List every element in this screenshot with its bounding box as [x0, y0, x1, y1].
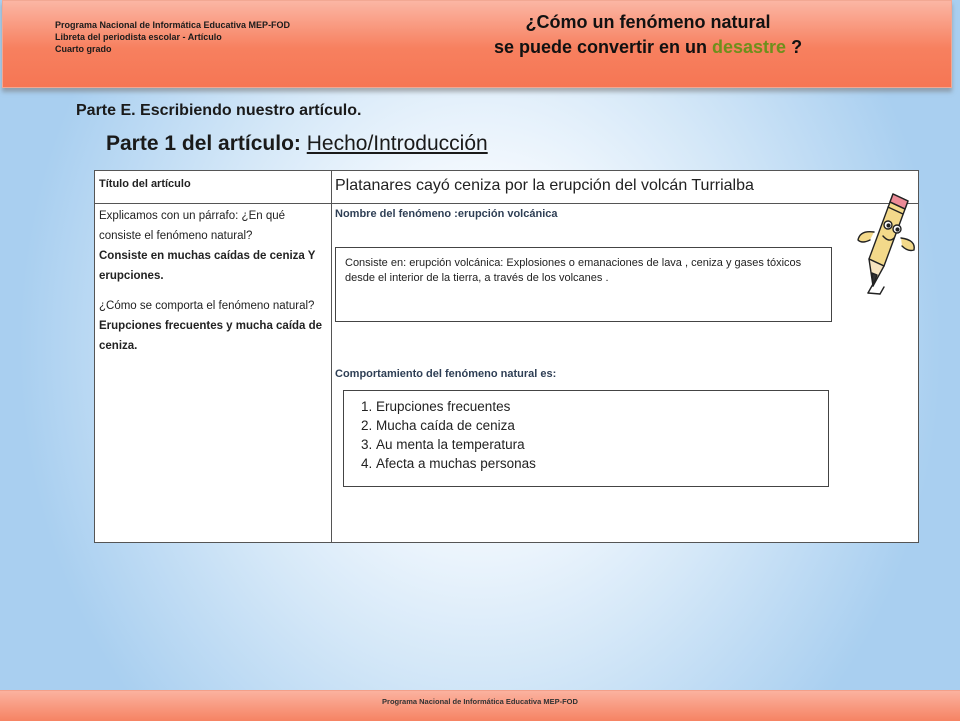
footer-text: Programa Nacional de Informática Educativa MEP-FOD — [382, 697, 578, 706]
article-title-value[interactable]: Platanares cayó ceniza por la erupción del volcán Turrialba — [335, 177, 754, 194]
answer-2[interactable]: Erupciones frecuentes y mucha caída de ceniza. — [99, 320, 323, 352]
title-label: Título del artículo — [99, 178, 191, 190]
part-value: Hecho/Introducción — [306, 132, 488, 155]
title-line-2 — [443, 35, 853, 60]
footer-bar — [0, 690, 960, 721]
program-info — [55, 19, 290, 55]
left-column-text — [99, 206, 325, 356]
phenomenon-name: Nombre del fenómeno :erupción volcánica — [335, 208, 558, 220]
pencil-character-icon — [850, 190, 930, 302]
program-line: Libreta del periodista escolar - Artículo — [55, 32, 222, 42]
header-banner — [2, 0, 952, 88]
behavior-item: 3. Au menta la temperatura — [376, 435, 828, 454]
title-highlight: desastre — [712, 37, 787, 57]
behavior-label: Comportamiento del fenómeno natural es: — [335, 368, 557, 380]
part-label: Parte 1 del artículo: — [106, 132, 301, 155]
question-2: ¿Cómo se comporta el fenómeno natural? — [99, 300, 315, 312]
title-prefix: se puede convertir en un — [493, 37, 712, 57]
article-table — [94, 170, 919, 543]
answer-1[interactable]: Consiste en muchas caídas de ceniza Y erupciones. — [99, 250, 316, 282]
behavior-item: 4. Afecta a muchas personas — [376, 454, 828, 473]
question-1: Explicamos con un párrafo: ¿En qué consiste el fenómeno natural? — [99, 210, 286, 242]
behavior-item: 2. Mucha caída de ceniza — [376, 416, 828, 435]
behavior-list — [356, 397, 828, 473]
column-divider — [331, 171, 332, 542]
part-heading — [106, 132, 488, 156]
behavior-item: 1. Erupciones frecuentes — [376, 397, 828, 416]
title-suffix: ? — [786, 37, 803, 57]
section-heading: Parte E. Escribiendo nuestro artículo. — [76, 102, 362, 119]
main-title — [443, 10, 853, 60]
program-line: Cuarto grado — [55, 44, 112, 54]
title-line-1: ¿Cómo un fenómeno natural — [525, 12, 771, 32]
definition-box[interactable]: Consiste en: erupción volcánica: Explosiones o emanaciones de lava , ceniza y gases tóxicos desde el interior de la tierra, a través de los volcanes . — [335, 247, 832, 322]
behavior-box[interactable] — [343, 390, 829, 487]
program-line: Programa Nacional de Informática Educativa MEP-FOD — [55, 20, 291, 30]
